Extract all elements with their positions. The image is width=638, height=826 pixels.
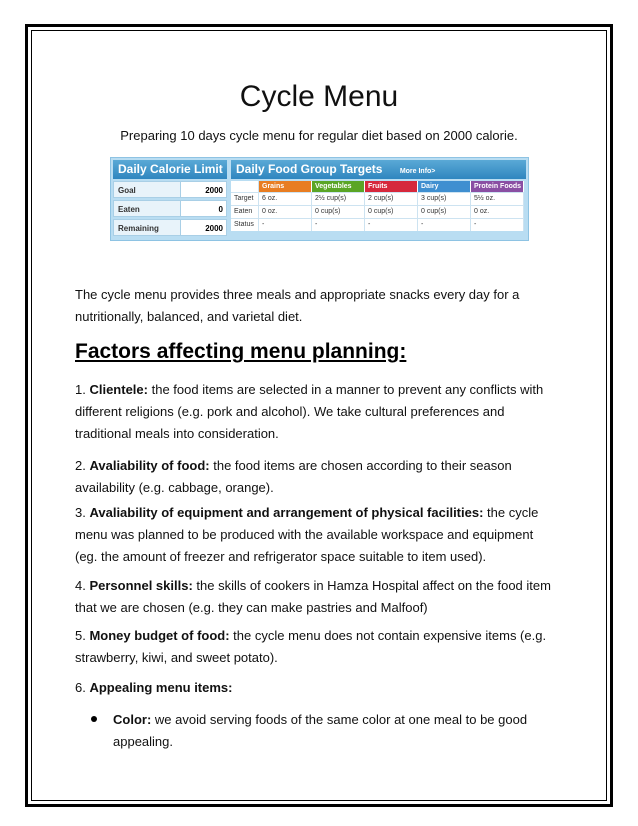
- factor-line: [75, 379, 565, 401]
- factor-line: [75, 502, 565, 524]
- calorie-row-value: 2000: [205, 224, 223, 233]
- calorie-row-label: Goal: [114, 182, 181, 197]
- factor-term: Avaliability of equipment and arrangement of physical facilities:: [89, 505, 484, 520]
- row-label: Eaten: [231, 206, 259, 218]
- table-cell: -: [259, 219, 312, 231]
- factor-text: the cycle: [483, 505, 539, 520]
- food-group-panel: [231, 160, 526, 238]
- bullet-term: Color:: [113, 712, 152, 727]
- column-header-grains: Grains: [259, 181, 312, 192]
- factor-line: different religions (e.g. pork and alcohol). We take cultural preferences and: [75, 404, 505, 419]
- column-header-dairy: Dairy: [418, 181, 471, 192]
- bullet-icon: [88, 713, 100, 725]
- factor-line: that we are chosen (e.g. they can make pastries and Malfoof): [75, 600, 428, 615]
- table-cell: -: [312, 219, 365, 231]
- row-label: Status: [231, 219, 259, 231]
- factor-line: [75, 625, 565, 647]
- food-group-header: [231, 160, 526, 179]
- document-title: Cycle Menu: [239, 80, 399, 113]
- factor-line: strawberry, kiwi, and sweet potato).: [75, 650, 278, 665]
- column-header-vegetables: Vegetables: [312, 181, 365, 192]
- table-cell: -: [418, 219, 471, 231]
- factor-term: Personnel skills:: [89, 578, 193, 593]
- bullet-item-color: [113, 709, 553, 753]
- factor-number: 6.: [75, 680, 90, 695]
- factor-term: Avaliability of food:: [89, 458, 210, 473]
- column-header-fruits: Fruits: [365, 181, 418, 192]
- table-cell: 2½ cup(s): [312, 193, 365, 205]
- table-cell: 0 oz.: [471, 206, 524, 218]
- row-label: Target: [231, 193, 259, 205]
- calorie-row-label: Remaining: [114, 220, 181, 235]
- table-cell: 3 cup(s): [418, 193, 471, 205]
- daily-targets-widget: [110, 157, 529, 241]
- calorie-limit-panel: [113, 160, 227, 238]
- factor-text: the food items are chosen according to their season: [209, 458, 512, 473]
- calorie-row-goal: [113, 181, 227, 198]
- document-subtitle: Preparing 10 days cycle menu for regular diet based on 2000 calorie.: [120, 128, 518, 143]
- section-heading: Factors affecting menu planning:: [75, 340, 407, 363]
- factor-item-clientele: [75, 379, 565, 445]
- table-cell: 0 cup(s): [312, 206, 365, 218]
- food-group-table: [231, 181, 524, 231]
- table-cell: 0 oz.: [259, 206, 312, 218]
- table-cell: 0 cup(s): [418, 206, 471, 218]
- factor-item-food-availability: [75, 455, 565, 499]
- factor-text: the skills of cookers in Hamza Hospital affect on the food item: [192, 578, 551, 593]
- factor-term: Clientele:: [89, 382, 148, 397]
- factor-number: 5.: [75, 628, 90, 643]
- factor-number: 4.: [75, 578, 90, 593]
- header-spacer: [231, 181, 259, 192]
- table-row-status: [231, 218, 524, 231]
- factor-number: 1.: [75, 382, 90, 397]
- intro-line: The cycle menu provides three meals and appropriate snacks every day for a: [75, 287, 520, 302]
- calorie-row-remaining: [113, 219, 227, 236]
- bullet-line: [113, 709, 553, 731]
- table-cell: 0 cup(s): [365, 206, 418, 218]
- bullet-text: we avoid serving foods of the same color at one meal to be good: [151, 712, 528, 727]
- factor-item-equipment: [75, 502, 565, 568]
- factor-term: Appealing menu items:: [89, 680, 233, 695]
- factor-text: the cycle menu does not contain expensive items (e.g.: [229, 628, 547, 643]
- factor-number: 2.: [75, 458, 90, 473]
- calorie-row-eaten: [113, 200, 227, 217]
- calorie-row-label: Eaten: [114, 201, 181, 216]
- bullet-line: appealing.: [113, 734, 173, 749]
- factor-line: availability (e.g. cabbage, orange).: [75, 480, 274, 495]
- factor-line: traditional meals into consideration.: [75, 426, 279, 441]
- table-cell: -: [365, 219, 418, 231]
- factor-item-budget: [75, 625, 565, 669]
- factor-line: menu was planned to be produced with the available workspace and equipment: [75, 527, 534, 542]
- intro-line: nutritionally, balanced, and varietal diet.: [75, 309, 303, 324]
- factor-line: (eg. the amount of freezer and refrigerator space suitable to item used).: [75, 549, 487, 564]
- intro-paragraph: [75, 284, 565, 328]
- calorie-limit-header: Daily Calorie Limit: [113, 160, 227, 179]
- calorie-row-value: 0: [218, 205, 223, 214]
- factor-line: [75, 455, 565, 477]
- food-group-title: Daily Food Group Targets: [236, 162, 383, 176]
- food-group-header-row: [231, 181, 524, 192]
- factor-item-appealing: [75, 677, 565, 699]
- table-row-target: [231, 192, 524, 205]
- factor-line: [75, 677, 565, 699]
- factor-text: the food items are selected in a manner to prevent any conflicts with: [147, 382, 544, 397]
- column-header-protein: Protein Foods: [471, 181, 524, 192]
- factor-item-personnel: [75, 575, 565, 619]
- table-cell: 2 cup(s): [365, 193, 418, 205]
- factor-number: 3.: [75, 505, 90, 520]
- more-info-link[interactable]: More Info>: [399, 168, 436, 175]
- calorie-row-value: 2000: [205, 186, 223, 195]
- table-cell: 5½ oz.: [471, 193, 524, 205]
- table-row-eaten: [231, 205, 524, 218]
- factor-line: [75, 575, 565, 597]
- table-cell: -: [471, 219, 524, 231]
- factor-term: Money budget of food:: [89, 628, 230, 643]
- table-cell: 6 oz.: [259, 193, 312, 205]
